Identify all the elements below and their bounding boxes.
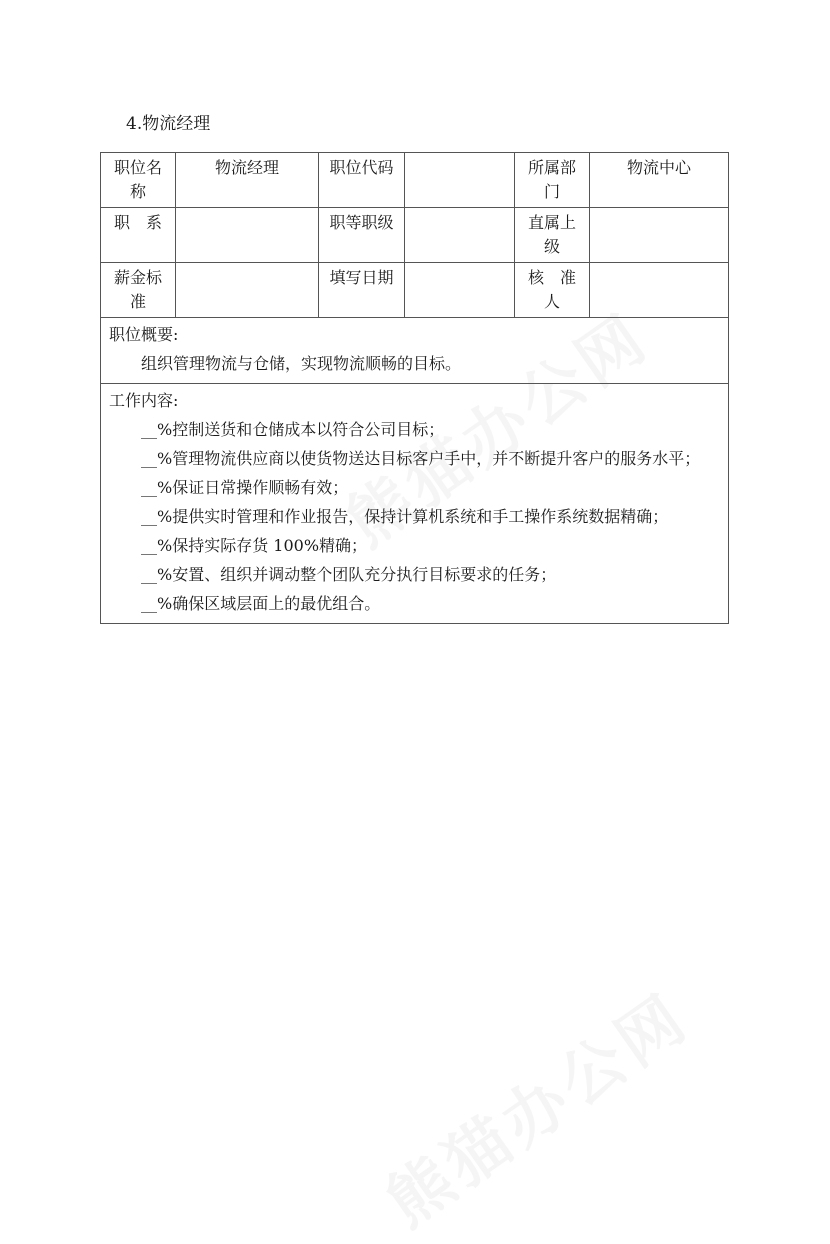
value-cell (176, 263, 319, 318)
summary-cell (101, 318, 729, 384)
section-heading: 4.物流经理 (126, 114, 211, 134)
value-cell (590, 208, 729, 263)
value-cell (590, 263, 729, 318)
label-cell: 薪金标准 (101, 263, 176, 318)
content-title: 工作内容: (109, 391, 179, 410)
summary-title: 职位概要: (109, 325, 179, 344)
content-item: __%保证日常操作顺畅有效； (141, 478, 349, 497)
label-cell: 核 准 人 (515, 263, 590, 318)
watermark (365, 968, 704, 1244)
table-row (101, 208, 729, 263)
content-item: __%提供实时管理和作业报告，保持计算机系统和手工操作系统数据精确； (141, 507, 669, 526)
label-cell: 职位名称 (101, 153, 176, 208)
label-cell: 职位代码 (319, 153, 405, 208)
label-cell: 直属上级 (515, 208, 590, 263)
label-cell: 职 系 (101, 208, 176, 263)
table-row (101, 263, 729, 318)
value-cell (405, 208, 515, 263)
content-item: __%确保区域层面上的最优组合。 (141, 594, 381, 613)
content-item: __%安置、组织并调动整个团队充分执行目标要求的任务； (141, 565, 557, 584)
content-item: __%保持实际存货 100%精确； (141, 536, 368, 555)
content-cell (101, 384, 729, 624)
table-row (101, 318, 729, 384)
table-row (101, 384, 729, 624)
value-cell (405, 263, 515, 318)
job-description-table (100, 152, 729, 624)
content-item: __%管理物流供应商以使货物送达目标客户手中，并不断提升客户的服务水平； (141, 449, 701, 468)
label-cell: 填写日期 (319, 263, 405, 318)
content-item: __%控制送货和仓储成本以符合公司目标； (141, 420, 445, 439)
value-cell: 物流经理 (176, 153, 319, 208)
value-cell (405, 153, 515, 208)
value-cell (176, 208, 319, 263)
summary-text: 组织管理物流与仓储，实现物流顺畅的目标。 (141, 354, 462, 373)
table-row (101, 153, 729, 208)
label-cell: 职等职级 (319, 208, 405, 263)
value-cell: 物流中心 (590, 153, 729, 208)
label-cell: 所属部门 (515, 153, 590, 208)
